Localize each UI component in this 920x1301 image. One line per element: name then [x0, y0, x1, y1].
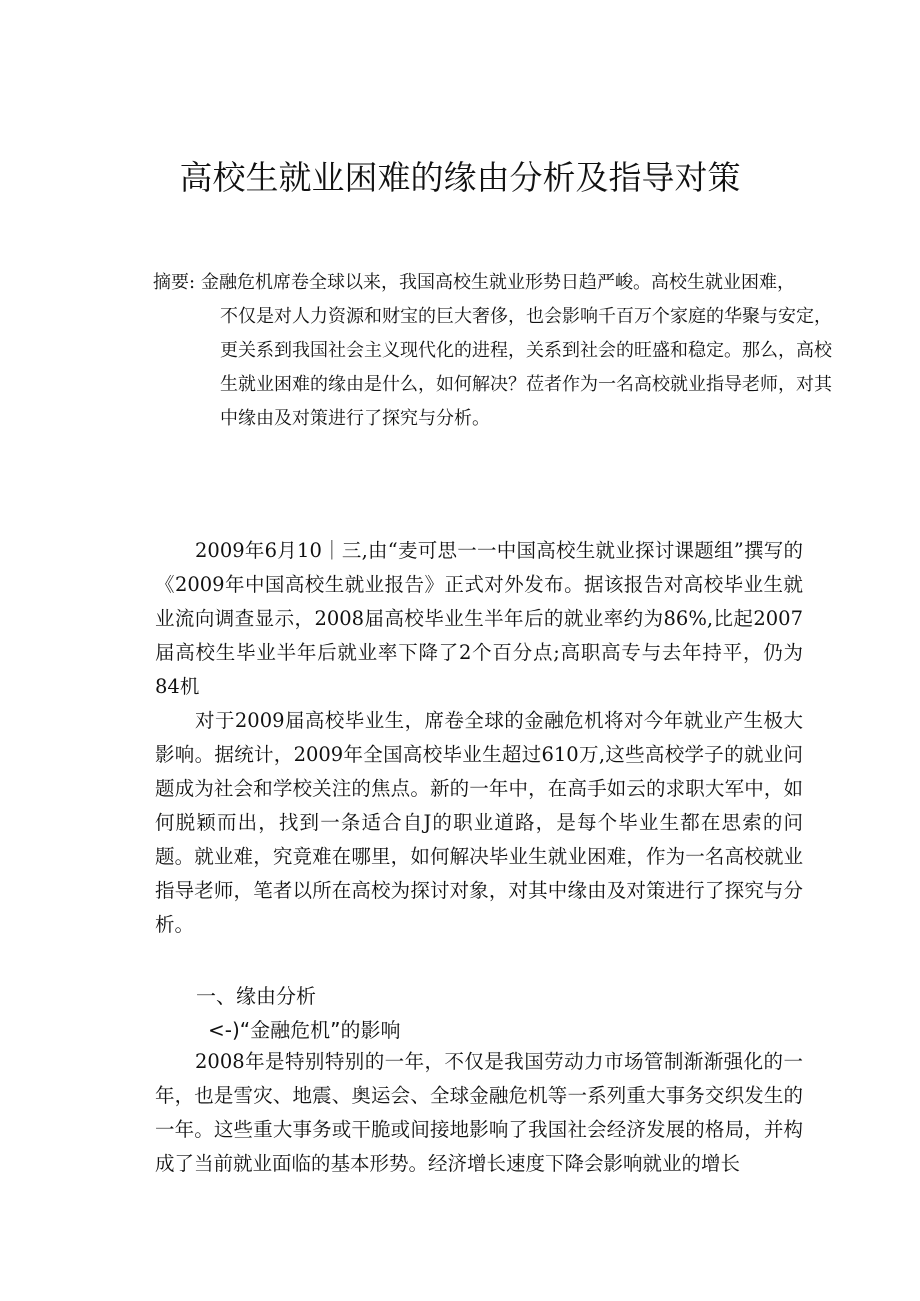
paragraph: 2008年是特别特别的一年，不仅是我国劳动力市场管制渐渐强化的一年，也是雪灾、地震、奥运会、全球金融危机等一系列重大事务交织发生的一年。这些重大事务或干脆或间接地影响了我国社会经济发展的格局，并构成了当前就业面临的基本形势。经济增长速度下降会影响就业的增长 — [155, 1050, 803, 1175]
abstract-first-line — [153, 266, 833, 300]
section-heading: 一、缘由分析 — [196, 984, 316, 1008]
subsection-heading: <-)“金融危机”的影响 — [208, 1018, 401, 1042]
paragraph: 2009年6月10｜三,由“麦可思一一中国高校生就业探讨课题组”撰写的《2009年中国高校生就业报告》正式对外发布。据该报告对高校毕业生就业流向调查显示，2008届高校毕业生半年后的就业率约为86%,比起2007届高校生毕业半年后就业率下降了2个百分点;高职高专与去年持平，仍为84机 — [155, 539, 803, 698]
abstract-body: 不仅是对人力资源和财宝的巨大奢侈，也会影响千百万个家庭的华聚与安定，更关系到我国社会主义现代化的进程，关系到社会的旺盛和稳定。那么，高校生就业困难的缘由是什么，如何解决？莅者作为一名高校就业指导老师，对其中缘由及对策进行了探究与分析。 — [220, 306, 832, 429]
intro-section — [155, 534, 803, 942]
section-body — [155, 1045, 803, 1181]
paragraph: 对于2009届高校毕业生，席卷全球的金融危机将对今年就业产生极大影响。据统计，2009年全国高校毕业生超过610万,这些高校学子的就业问题成为社会和学校关注的焦点。新的一年中，在高手如云的求职大军中，如何脱颖而出，找到一条适合自J的职业道路，是每个毕业生都在思索的问题。就业难，究竟难在哪里，如何解决毕业生就业困难，作为一名高校就业指导老师，笔者以所在高校为探讨对象，对其中缘由及对策进行了探究与分析。 — [155, 709, 803, 936]
abstract-label: 摘要: — [153, 272, 196, 293]
abstract — [153, 266, 833, 436]
abstract-first-line-text: 金融危机席卷全球以来，我国高校生就业形势日趋严峻。高校生就业困难， — [201, 272, 795, 293]
document-title: 高校生就业困难的缘由分析及指导对策 — [179, 158, 741, 197]
